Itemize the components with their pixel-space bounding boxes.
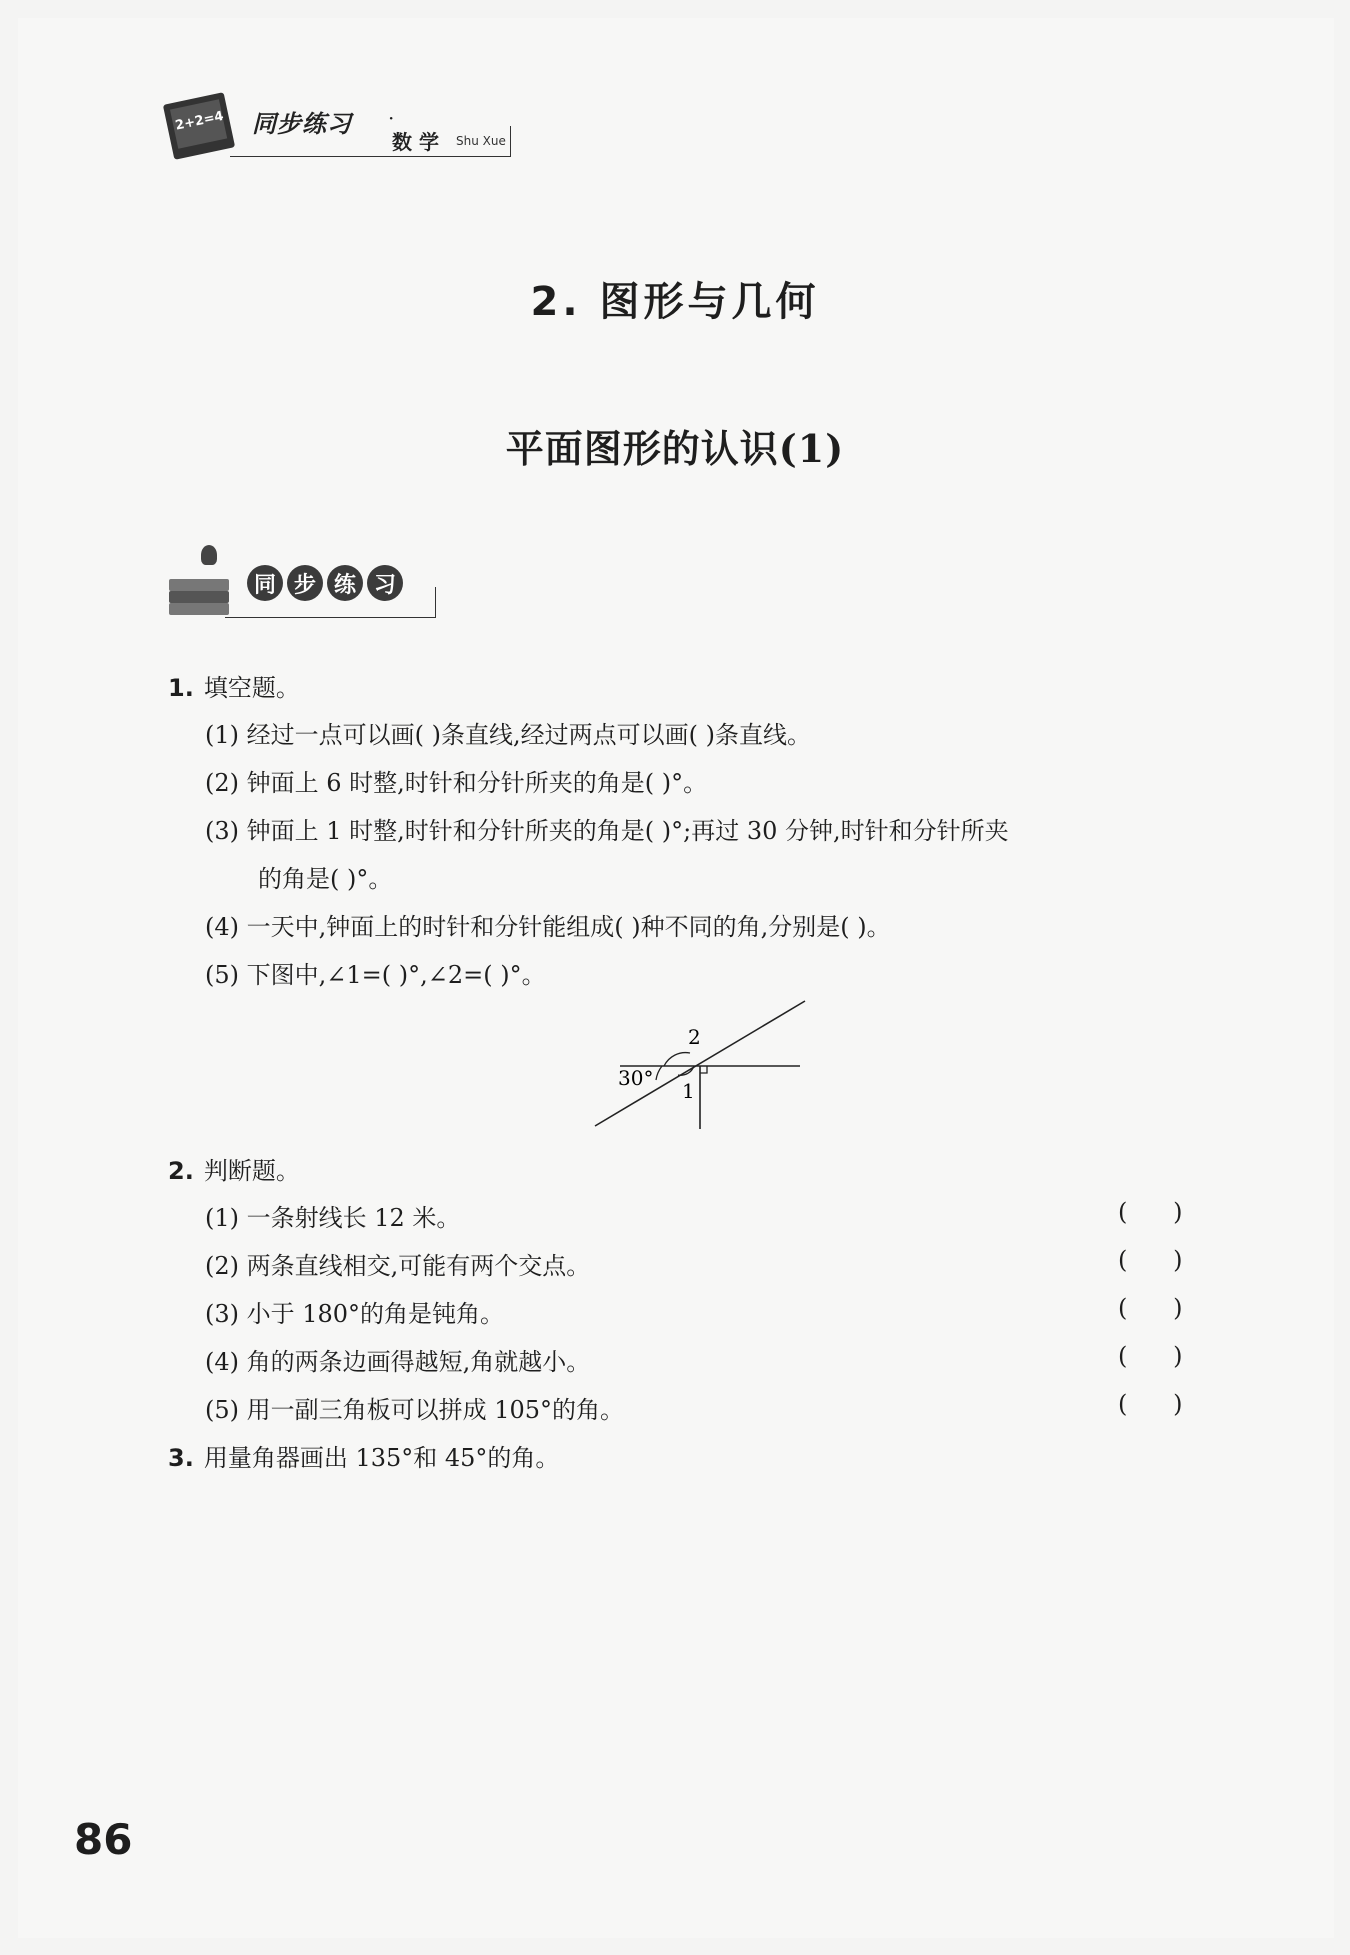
section-title: 平面图形的认识(1) [505,426,845,471]
angle-arc-2 [664,1053,690,1066]
badge-rule-vertical [435,587,436,618]
q1-item: (5) 下图中,∠1=( )°,∠2=( )°。 [205,961,546,989]
angle-label-1: 1 [682,1079,695,1103]
question-number: 2. [168,1157,194,1185]
q1-item: (3) 钟面上 1 时整,时针和分针所夹的角是( )°;再过 30 分钟,时针和分针所夹 [205,817,1009,845]
question-2-title [168,1151,300,1186]
angle-arc-1 [678,1066,694,1075]
blackboard-text: 2+2=4 [174,108,225,134]
subject-pinyin: Shu Xue [456,134,506,148]
question-text: 用量角器画出 135°和 45°的角。 [203,1444,560,1472]
q1-item: (4) 一天中,钟面上的时针和分针能组成( )种不同的角,分别是( )。 [205,913,891,941]
intersecting-lines-diagram [590,995,810,1135]
answer-bracket: ( ) [1118,1390,1183,1418]
chapter-title: 2. 图形与几何 [530,279,820,325]
answer-bracket: ( ) [1118,1246,1183,1274]
q2-item: (5) 用一副三角板可以拼成 105°的角。 [205,1396,625,1424]
subject-label: 数 学 [392,130,439,154]
angle-label-2: 2 [688,1025,701,1049]
badge-rule [225,617,435,618]
question-3-title [168,1438,559,1473]
books-icon [169,569,233,615]
q2-item: (2) 两条直线相交,可能有两个交点。 [205,1252,591,1280]
header-dot: · [388,106,395,130]
badge-char: 习 [367,565,403,601]
header-rule [230,156,510,157]
q1-item: (1) 经过一点可以画( )条直线,经过两点可以画( )条直线。 [205,721,811,749]
q2-item: (3) 小于 180°的角是钝角。 [205,1300,505,1328]
answer-bracket: ( ) [1118,1342,1183,1370]
answer-bracket: ( ) [1118,1294,1183,1322]
question-text: 填空题。 [203,674,300,702]
badge-char: 同 [247,565,283,601]
question-number: 3. [168,1444,194,1472]
q2-item: (1) 一条射线长 12 米。 [205,1204,461,1232]
badge-char: 步 [287,565,323,601]
angle-arc-30 [656,1066,662,1080]
right-angle-mark [700,1066,707,1073]
answer-bracket: ( ) [1118,1198,1183,1226]
book-header [160,86,520,176]
question-1-title [168,668,300,703]
sync-practice-badge [165,545,445,625]
badge-char: 练 [327,565,363,601]
angle-label-30: 30° [618,1066,654,1090]
page-number: 86 [74,1815,133,1864]
question-number: 1. [168,674,194,702]
blackboard-icon [163,92,235,160]
q2-item: (4) 角的两条边画得越短,角就越小。 [205,1348,591,1376]
series-title: 同步练习 [252,110,352,138]
header-rule-vertical [510,126,511,157]
question-text: 判断题。 [203,1157,300,1185]
lightbulb-icon [201,545,217,565]
q1-item: (2) 钟面上 6 时整,时针和分针所夹的角是( )°。 [205,769,708,797]
q1-item-continued: 的角是( )°。 [258,865,393,893]
